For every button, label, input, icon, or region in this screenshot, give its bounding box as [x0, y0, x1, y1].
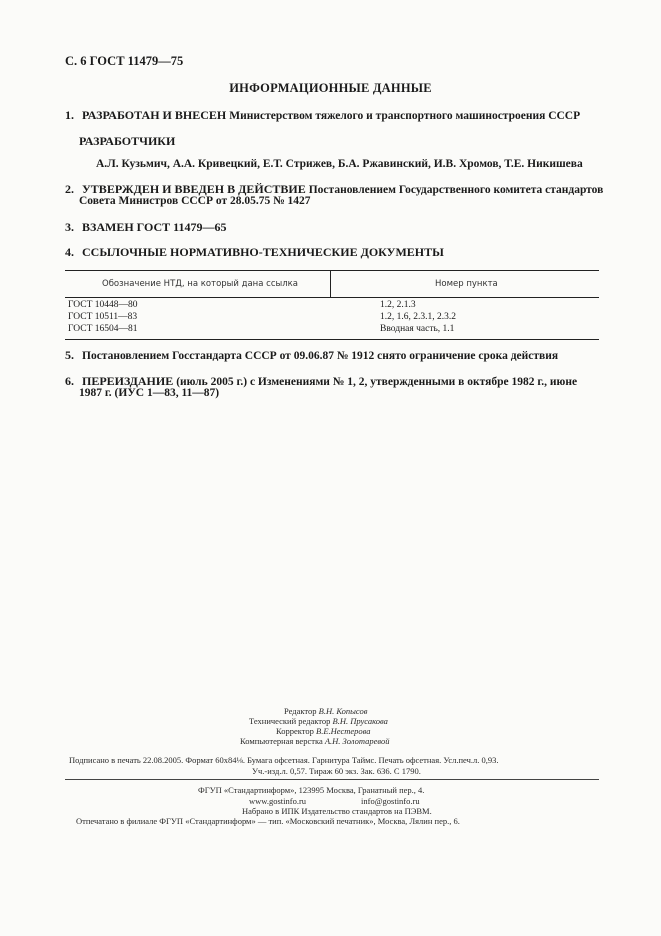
- reference-table: [65, 270, 599, 340]
- item-5: [65, 348, 558, 363]
- table-cell: ГОСТ 10511—83: [68, 312, 138, 322]
- item-number: 1.: [65, 108, 74, 122]
- table-cell: Вводная часть, 1.1: [380, 324, 455, 334]
- item-number: 6.: [65, 374, 74, 388]
- editor-name: В.Н. Копысов: [318, 706, 368, 716]
- table-divider: [330, 271, 331, 297]
- table-header-rule: [65, 297, 599, 298]
- publisher-line: ФГУП «Стандартинформ», 123995 Москва, Гранатный пер., 4.: [198, 785, 425, 795]
- item-number: 5.: [65, 348, 74, 362]
- item-6-continuation: 1987 г. (ИУС 1—83, 11—87): [79, 387, 220, 399]
- item-caps: ПЕРЕИЗДАНИЕ: [82, 374, 174, 388]
- corrector-label: Корректор: [276, 726, 314, 736]
- table-cell: ГОСТ 16504—81: [68, 324, 138, 334]
- section-title: ИНФОРМАЦИОННЫЕ ДАННЫЕ: [229, 81, 432, 95]
- item-1: [65, 108, 580, 123]
- item-2-continuation: Совета Министров СССР от 28.05.75 № 1427: [79, 195, 311, 207]
- print-info-line2: Уч.-изд.л. 0,57. Тираж 60 экз. Зак. 636. С 1790.: [252, 766, 421, 776]
- item-3: [65, 220, 227, 234]
- printed-line: Отпечатано в филиале ФГУП «Стандартинформ» — тип. «Московский печатник», Москва, Лялин пер., 6.: [76, 816, 460, 826]
- layout-line: [240, 736, 389, 746]
- item-caps: ССЫЛОЧНЫЕ НОРМАТИВНО-ТЕХНИЧЕСКИЕ ДОКУМЕНТЫ: [82, 245, 444, 259]
- website-text: www.gostinfo.ru: [249, 796, 307, 806]
- item-4: [65, 245, 444, 259]
- item-number: 2.: [65, 182, 74, 196]
- item-number: 3.: [65, 220, 74, 234]
- item-number: 4.: [65, 245, 74, 259]
- typeset-line: Набрано в ИПК Издательство стандартов на ПЭВМ.: [242, 806, 432, 816]
- corrector-line: [276, 726, 371, 736]
- item-caps: ВЗАМЕН ГОСТ 11479—65: [82, 220, 227, 234]
- item-text: Постановлением Госстандарта СССР от 09.06.87 № 1912 снято ограничение срока действия: [82, 350, 559, 362]
- corrector-name: В.Е.Нестерова: [316, 726, 371, 736]
- table-cell: ГОСТ 10448—80: [68, 300, 138, 310]
- editor-label: Редактор: [284, 706, 317, 716]
- table-header-ntd: Обозначение НТД, на который дана ссылка: [102, 279, 298, 289]
- layout-name: А.Н. Золотаревой: [324, 736, 390, 746]
- tech-editor-line: [249, 716, 388, 726]
- developers-list: А.Л. Кузьмич, А.А. Кривецкий, Е.Т. Стрижев, Б.А. Ржавинский, И.В. Хромов, Т.Е. Никишева: [96, 158, 583, 170]
- tech-editor-name: В.Н. Прусакова: [332, 716, 388, 726]
- table-cell: 1.2, 1.6, 2.3.1, 2.3.2: [380, 312, 456, 322]
- layout-label: Компьютерная верстка: [240, 736, 323, 746]
- item-text: Постановлением Государственного комитета стандартов: [308, 184, 604, 196]
- tech-editor-label: Технический редактор: [249, 716, 331, 726]
- table-cell: 1.2, 2.1.3: [380, 300, 416, 310]
- print-info-line1: Подписано в печать 22.08.2005. Формат 60х84⅛. Бумага офсетная. Гарнитура Таймс. Печать офсетная. Усл.печ.л. 0,93.: [69, 755, 499, 765]
- item-caps: РАЗРАБОТАН И ВНЕСЕН: [82, 108, 227, 122]
- page-header: С. 6 ГОСТ 11479—75: [65, 54, 184, 68]
- item-caps: УТВЕРЖДЕН И ВВЕДЕН В ДЕЙСТВИЕ: [82, 182, 306, 196]
- developers-label: РАЗРАБОТЧИКИ: [79, 134, 176, 148]
- editor-line: [284, 706, 367, 716]
- item-text: (июль 2005 г.) с Изменениями № 1, 2, утвержденными в октябре 1982 г., июне: [176, 376, 578, 388]
- email-text: info@gostinfo.ru: [361, 796, 420, 806]
- table-header-clause: Номер пункта: [435, 279, 498, 289]
- item-text: Министерством тяжелого и транспортного машиностроения СССР: [229, 110, 581, 122]
- footer-rule: [65, 779, 599, 780]
